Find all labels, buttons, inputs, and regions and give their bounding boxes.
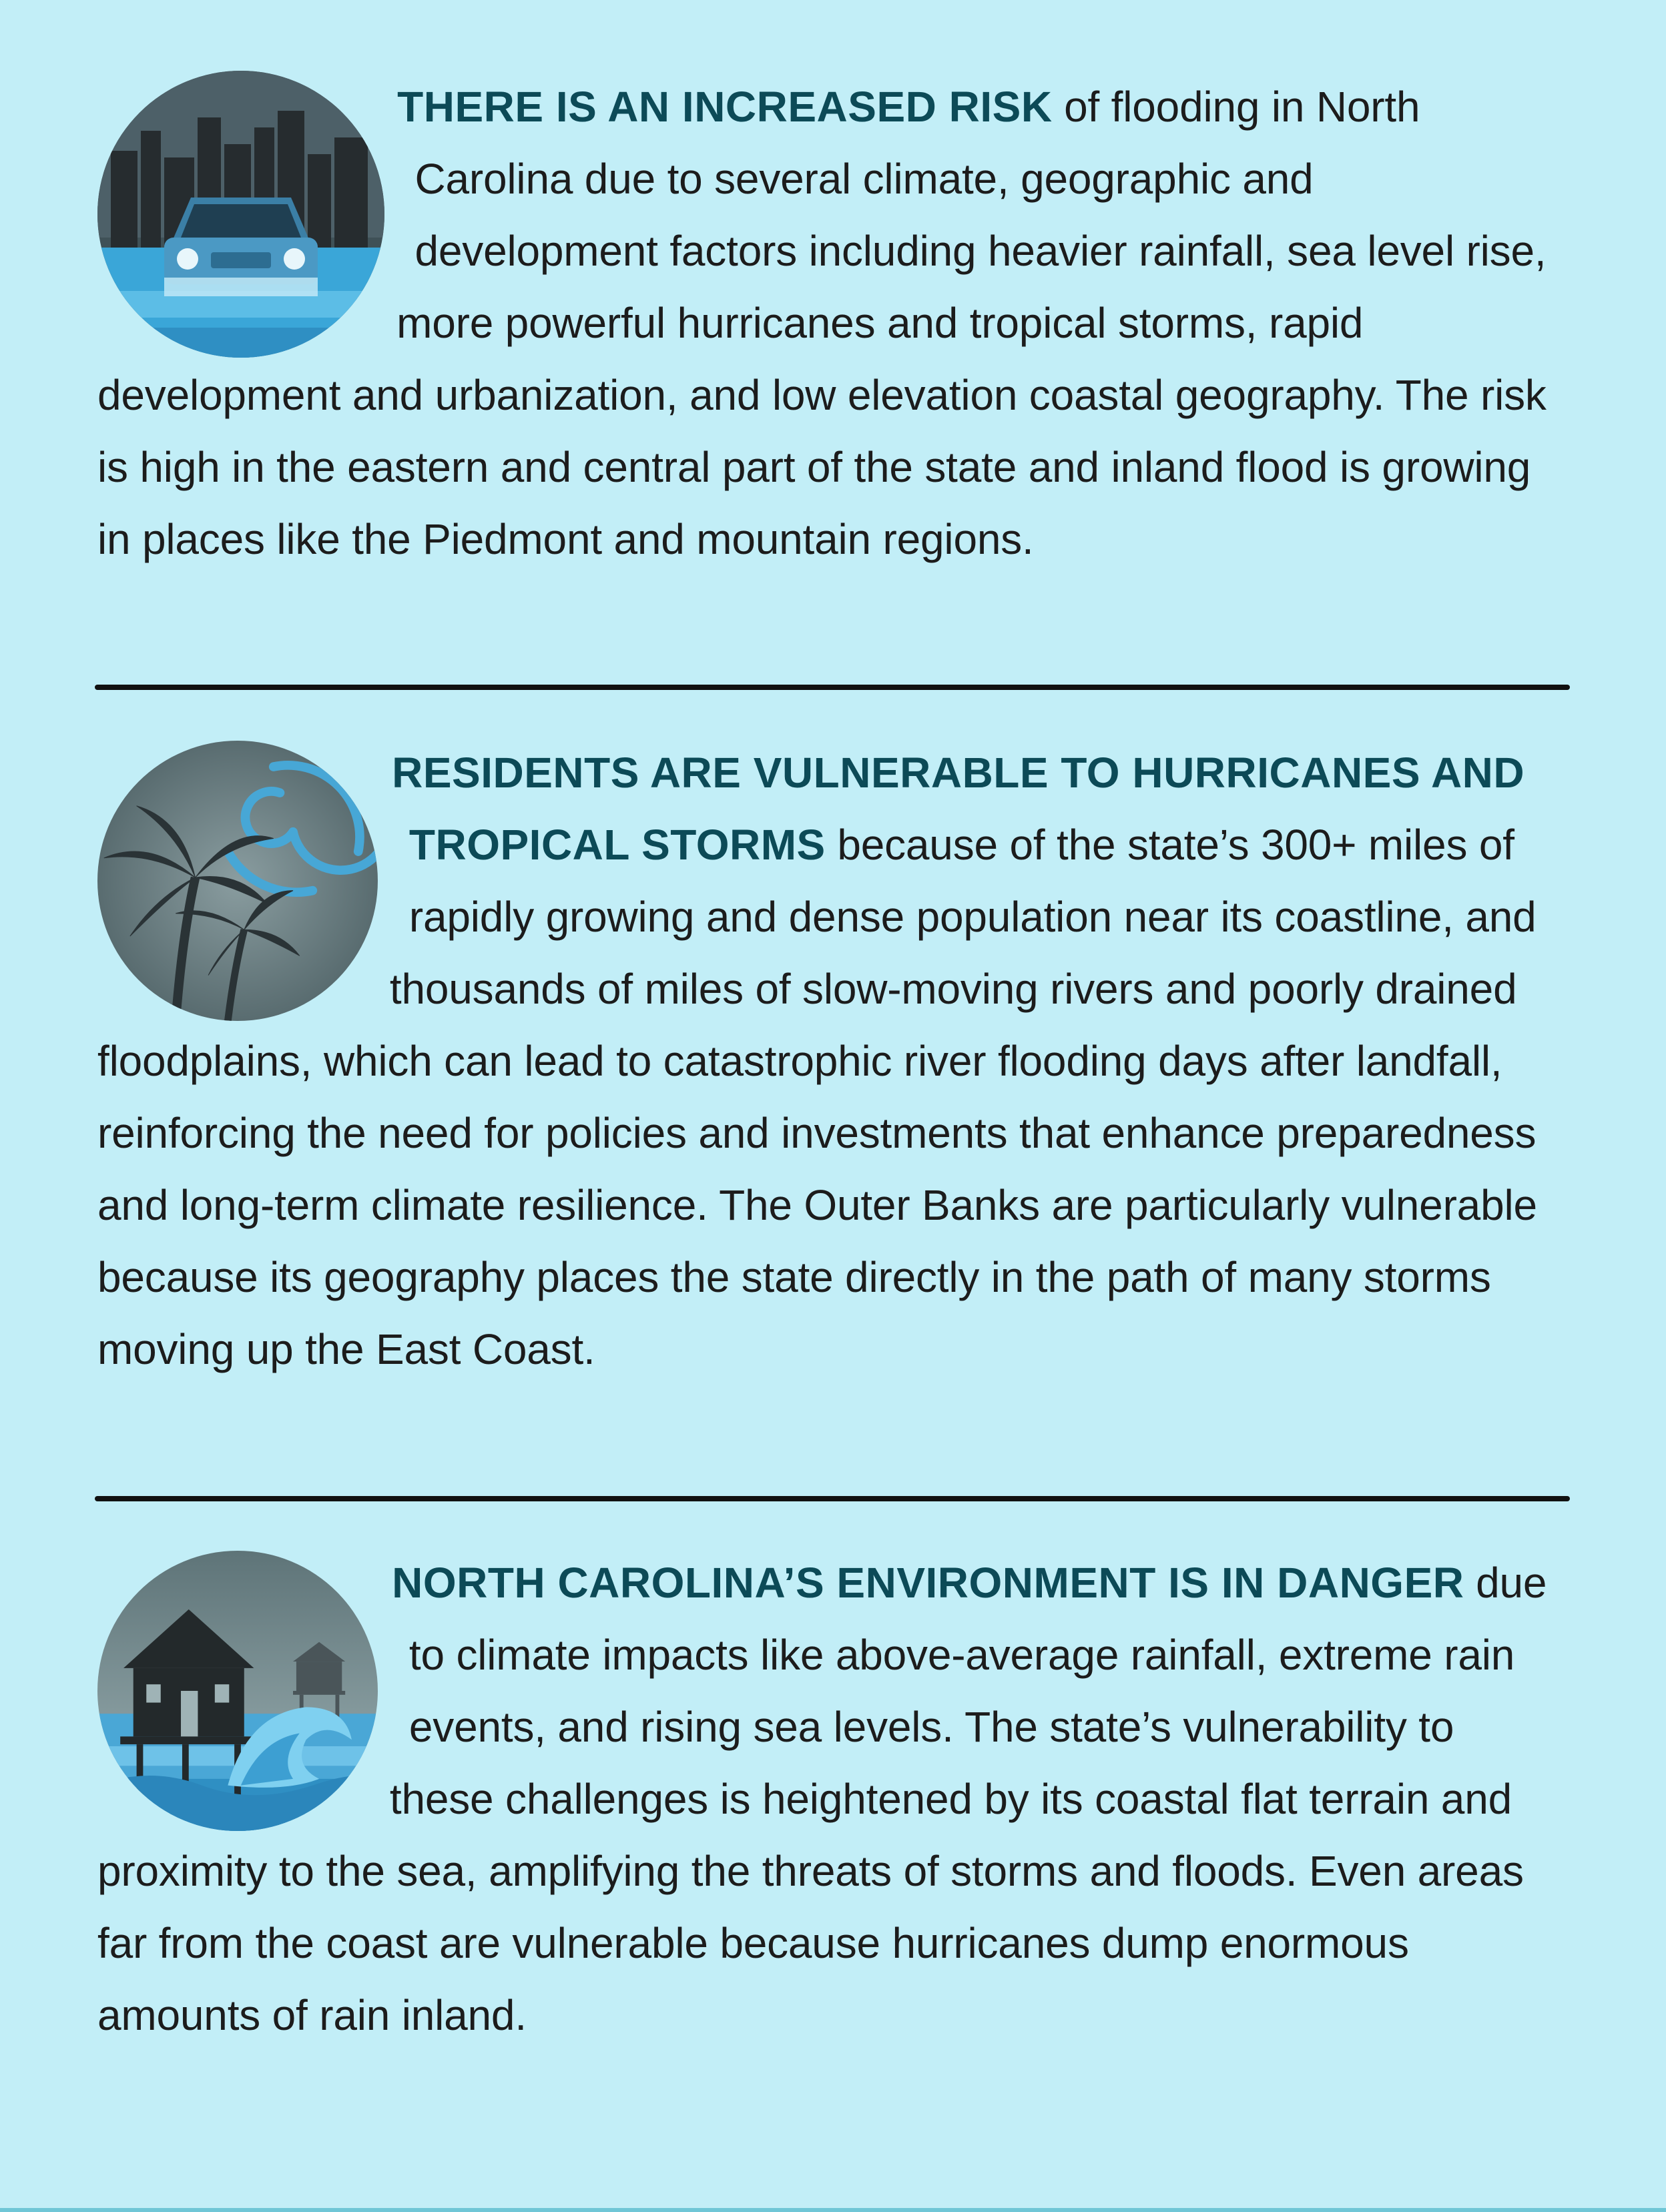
section-lead: NORTH CAROLINA’S ENVIRONMENT IS IN DANGER [392, 1559, 1464, 1607]
hurricane-palm-trees-icon [97, 741, 378, 1021]
section-body: due to climate impacts like above-average rainfall, extreme rain events, and rising sea levels. The state’s vulnerability to these challenges is heightened by its coastal flat terrain and proximity to the sea, amplifying the threats of storms and floods. Even areas far from the coast are vulnerable because hurricanes dump enormous amounts of rain inland. [97, 1559, 1547, 2039]
section-body: because of the state’s 300+ miles of rapidly growing and dense population near its coastline, and thousands of miles of slow-moving rivers and poorly drained floodplains, which can lead to catastrophic river flooding days after landfall, reinforcing the need for policies and investments that enhance preparedness and long-term climate resilience. The Outer Banks are particularly vulnerable because its geography places the state directly in the path of many storms moving up the East Coast. [97, 821, 1537, 1373]
stilt-houses-waves-icon [97, 1551, 378, 1831]
section-environment [97, 1547, 1566, 2051]
flooded-city-car-icon [97, 71, 384, 358]
section-divider [95, 1496, 1570, 1501]
bottom-rule [0, 2208, 1666, 2212]
section-hurricanes [97, 737, 1566, 1385]
section-divider [95, 685, 1570, 690]
section-lead: THERE IS AN INCREASED RISK [397, 83, 1053, 131]
section-body: of flooding in North Carolina due to several climate, geographic and development factors including heavier rainfall, sea level rise, more powerful hurricanes and tropical storms, rapid development and urbanization, and low elevation coastal geography. The risk is high in the eastern and central part of the state and inland flood is growing in places like the Piedmont and mountain regions. [97, 83, 1547, 563]
section-lead: RESIDENTS ARE VULNERABLE TO HURRICANES AND TROPICAL STORMS [392, 749, 1525, 869]
section-flood-risk [97, 71, 1566, 575]
